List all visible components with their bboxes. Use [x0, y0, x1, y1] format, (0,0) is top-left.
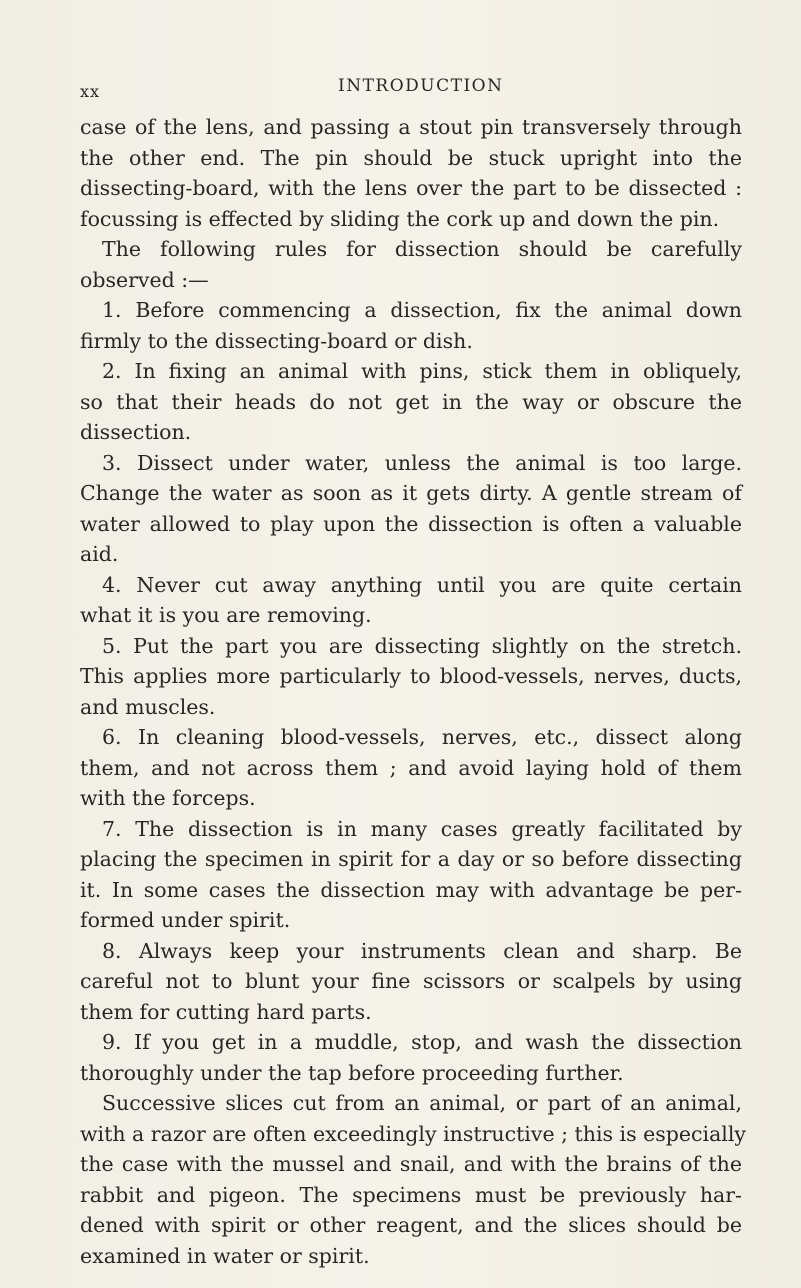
rule-4-line: what it is you are removing. — [80, 603, 372, 627]
rule-4-line: 4. Never cut away anything until you are quite certain — [102, 572, 742, 597]
running-title: INTRODUCTION — [338, 76, 504, 96]
rule-2-line: 2. In fixing an animal with pins, stick them in obliquely, — [102, 359, 742, 383]
text-line: dened with spirit or other reagent, and the slices should be — [80, 1213, 742, 1237]
text-line: with a razor are often exceedingly instructive ; this is especially — [80, 1121, 746, 1146]
rule-7-line: placing the specimen in spirit for a day or so before dissecting — [80, 847, 742, 871]
rule-5-line: This applies more particularly to blood-vessels, nerves, ducts, — [80, 664, 742, 688]
rule-7-line: 7. The dissection is in many cases greatly facilitated by — [102, 816, 742, 841]
page-number: xx — [80, 82, 101, 101]
text-line: Successive slices cut from an animal, or part of an animal, — [102, 1091, 742, 1115]
rule-6-line: 6. In cleaning blood-vessels, nerves, etc., dissect along — [102, 725, 742, 749]
running-head — [80, 76, 740, 102]
rule-1-line: 1. Before commencing a dissection, fix the animal down — [102, 298, 742, 322]
rule-3-line: Change the water as soon as it gets dirty. A gentle stream of — [80, 481, 742, 505]
text-line: rabbit and pigeon. The specimens must be previously har- — [80, 1182, 742, 1207]
rule-2-line: dissection. — [80, 420, 192, 444]
rule-3-line: 3. Dissect under water, unless the animal is too large. — [102, 450, 742, 475]
rule-8-line: them for cutting hard parts. — [80, 999, 372, 1024]
text-line: examined in water or spirit. — [80, 1243, 370, 1268]
text-line: dissecting-board, with the lens over the part to be dissected : — [80, 176, 742, 200]
rule-2-line: so that their heads do not get in the way or obscure the — [80, 389, 742, 414]
text-line: The following rules for dissection should be carefully — [102, 237, 742, 261]
text-line: the case with the mussel and snail, and with the brains of the — [80, 1152, 742, 1176]
text-line: focussing is effected by sliding the cork up and down the pin. — [80, 206, 720, 231]
body-text — [80, 112, 746, 1271]
rule-8-line: careful not to blunt your fine scissors or scalpels by using — [80, 969, 742, 993]
text-line: observed :— — [80, 267, 209, 292]
text-line: case of the lens, and passing a stout pin transversely through — [80, 115, 742, 139]
rule-6-line: with the forceps. — [80, 786, 256, 810]
rule-3-line: water allowed to play upon the dissection is often a valuable — [80, 511, 742, 536]
rule-8-line: 8. Always keep your instruments clean and sharp. Be — [102, 938, 742, 963]
rule-9-line: thoroughly under the tap before proceeding further. — [80, 1060, 624, 1085]
rule-7-line: formed under spirit. — [80, 908, 291, 932]
rule-5-line: 5. Put the part you are dissecting slightly on the stretch. — [102, 633, 742, 658]
rule-1-line: firmly to the dissecting-board or dish. — [80, 328, 473, 353]
rule-6-line: them, and not across them ; and avoid laying hold of them — [80, 755, 742, 780]
rule-5-line: and muscles. — [80, 694, 216, 719]
rule-3-line: aid. — [80, 542, 119, 566]
text-line: the other end. The pin should be stuck upright into the — [80, 145, 742, 170]
rule-9-line: 9. If you get in a muddle, stop, and wash the dissection — [102, 1030, 742, 1054]
rule-7-line: it. In some cases the dissection may with advantage be per- — [80, 877, 742, 902]
